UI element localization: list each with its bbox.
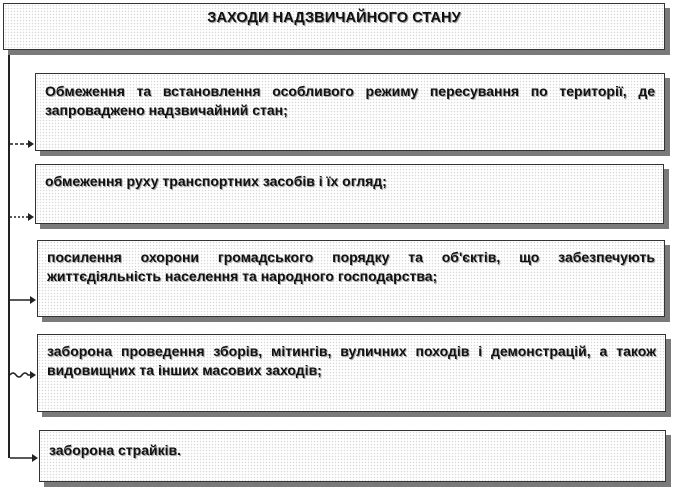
diagram-spine-line <box>8 55 10 458</box>
measure-box-4 <box>37 334 666 412</box>
connector-arrow-4 <box>9 368 37 380</box>
measure-text-3: посилення охорони громадського порядку та об'єктів, що забезпечують життєдіяльність населення та народного господарства; <box>47 249 655 284</box>
measure-text-4: заборона проведення зборів, мітингів, вуличних походів і демонстрацій, а також видовищних та інших масових заходів; <box>47 343 656 378</box>
connector-arrow-1 <box>9 138 35 150</box>
measure-box-5 <box>39 430 666 482</box>
measure-box-1 <box>35 73 665 151</box>
measure-text-2: обмеження руху транспортних засобів і їх огляд; <box>45 173 387 189</box>
connector-arrow-2 <box>9 211 35 223</box>
connector-arrow-3 <box>9 294 37 306</box>
measure-text-1: Обмеження та встановлення особливого режиму пересування по території, де запроваджено надзвичайний стан; <box>45 83 655 118</box>
diagram-title-box <box>3 3 665 50</box>
measure-box-3 <box>37 240 665 317</box>
measure-box-2 <box>35 164 664 224</box>
diagram-title: ЗАХОДИ НАДЗВИЧАЙНОГО СТАНУ <box>207 10 461 26</box>
measure-text-5: заборона страйків. <box>49 442 181 458</box>
connector-arrow-5 <box>9 452 39 464</box>
